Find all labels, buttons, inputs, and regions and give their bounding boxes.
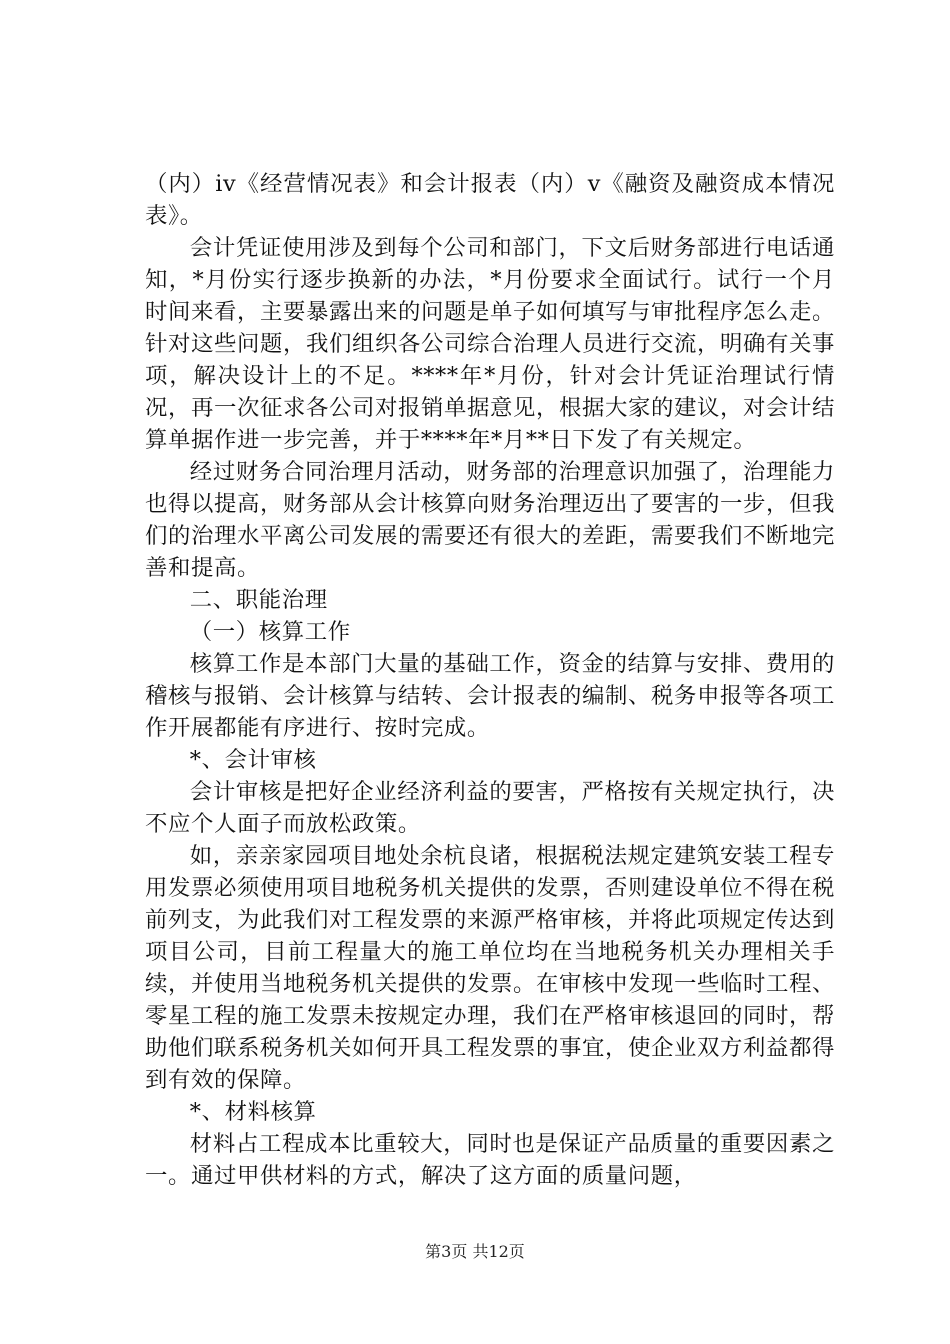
paragraph-material-accounting: 材料占工程成本比重较大，同时也是保证产品质量的重要因素之一。通过甲供材料的方式，解决了这方面的质量问题， [145,1131,835,1189]
paragraph-accounting-audit: 会计审核是把好企业经济利益的要害，严格按有关规定执行，决不应个人面子而放松政策。 [145,779,835,837]
paragraph-voucher-usage: 会计凭证使用涉及到每个公司和部门，下文后财务部进行电话通知，*月份实行逐步换新的办法，*月份要求全面试行。试行一个月时间来看，主要暴露出来的问题是单子如何填写与审批程序怎么走。针对这些问题，我们组织各公司综合治理人员进行交流，明确有关事项，解决设计上的不足。****年*月份，针对会计凭证治理试行情况，再一次征求各公司对报销单据意见，根据大家的建议，对会计结算单据作进一步完善，并于****年*月**日下发了有关规定。 [145,235,835,453]
paragraph-project-example: 如，亲亲家园项目地处余杭良诸，根据税法规定建筑安装工程专用发票必须使用项目地税务机关提供的发票，否则建设单位不得在税前列支，为此我们对工程发票的来源严格审核，并将此项规定传达到项目公司，目前工程量大的施工单位均在当地税务机关办理相关手续，并使用当地税务机关提供的发票。在审核中发现一些临时工程、零星工程的施工发票未按规定办理，我们在严格审核退回的同时，帮助他们联系税务机关如何开具工程发票的事宜，使企业双方利益都得到有效的保障。 [145,843,835,1093]
item-heading-accounting-audit: *、会计审核 [189,747,317,773]
page-footer [0,1242,950,1262]
paragraph-accounting-work: 核算工作是本部门大量的基础工作，资金的结算与安排、费用的稽核与报销、会计核算与结转、会计报表的编制、税务申报等各项工作开展都能有序进行、按时完成。 [145,651,835,741]
document-body [145,168,835,1192]
item-heading-material-accounting: *、材料核算 [189,1099,317,1125]
section-heading-functional-management: 二、职能治理 [189,587,328,613]
paragraph-report-list: （内）iv《经营情况表》和会计报表（内）v《融资及融资成本情况表》。 [145,171,835,229]
subsection-heading-accounting-work: （一）核算工作 [189,619,351,645]
page-number: 第3页 共12页 [425,1242,525,1261]
paragraph-management-month: 经过财务合同治理月活动，财务部的治理意识加强了，治理能力也得以提高，财务部从会计核算向财务治理迈出了要害的一步，但我们的治理水平离公司发展的需要还有很大的差距，需要我们不断地完善和提高。 [145,459,835,581]
